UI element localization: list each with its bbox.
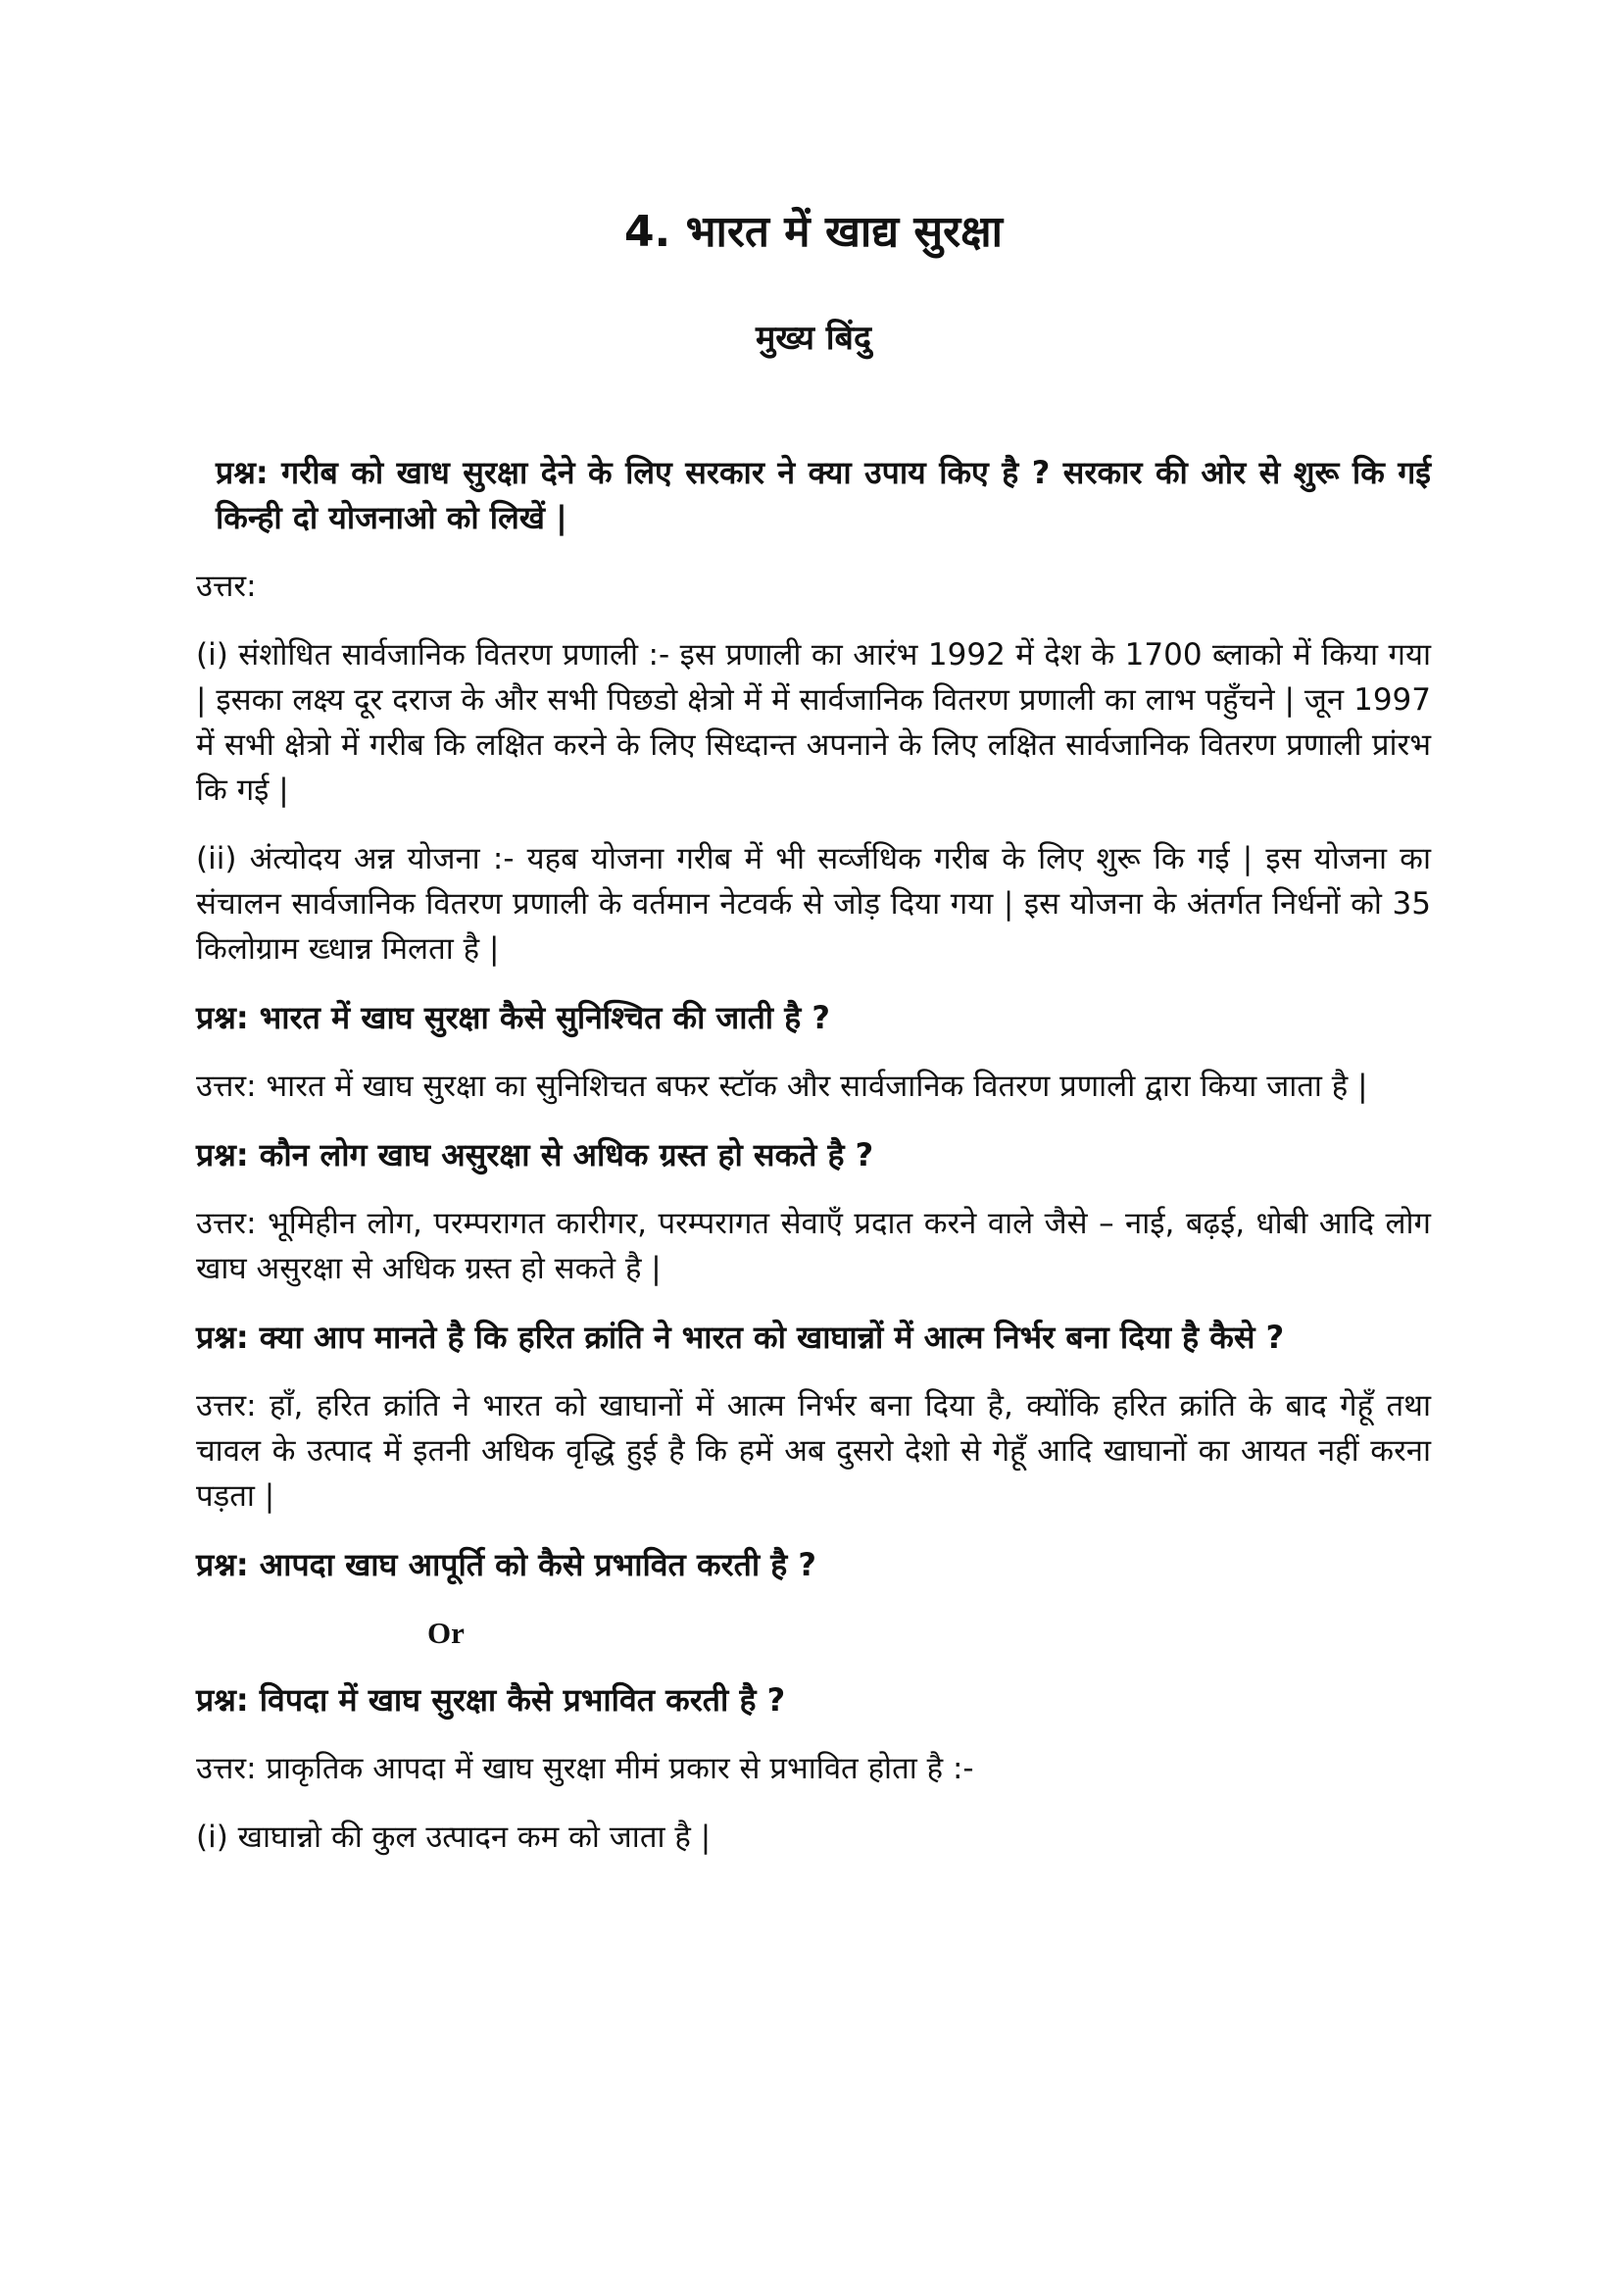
question-6: प्रश्न: विपदा में खाघ सुरक्षा कैसे प्रभावित करती है ?: [196, 1681, 786, 1720]
page-subtitle: मुख्य बिंदु: [755, 319, 872, 359]
or-separator: Or: [427, 1616, 465, 1651]
question-1: प्रश्न: गरीब को खाध सुरक्षा देने के लिए सरकार ने क्या उपाय किए है ? सरकार की ओर से शुरू कि गई किन्ही दो योजनाओ को लिखें |: [216, 454, 1431, 537]
answer-3: उत्तर: भूमिहीन लोग, परम्परागत कारीगर, परम्परागत सेवाएँ प्रदात करने वाले जैसे – नाई, बढ़ई, धोबी आदि लोग खाघ असुरक्षा से अधिक ग्रस्त हो सकते है |: [196, 1206, 1431, 1287]
question-5: प्रश्न: आपदा खाघ आपूर्ति को कैसे प्रभावित करती है ?: [196, 1546, 816, 1584]
answer-2: उत्तर: भारत में खाघ सुरक्षा का सुनिशिचत बफर स्टॉक और सार्वजानिक वितरण प्रणाली द्वारा किया जाता है |: [196, 1069, 1368, 1105]
answer-6-point-1: (i) खाघान्नो की कुल उत्पादन कम को जाता है |: [196, 1820, 712, 1856]
answer-6: उत्तर: प्राकृतिक आपदा में खाघ सुरक्षा मीमं प्रकार से प्रभावित होता है :-: [196, 1751, 974, 1787]
answer-1-point-2: (ii) अंत्योदय अन्न योजना :- यहब योजना गरीब में भी सर्व्जधिक गरीब के लिए शुरू कि गई | इस योजना का संचालन सार्वजानिक वितरण प्रणाली के वर्तमान नेटवर्क से जोड़ दिया गया | इस योजना के अंतर्गत निर्धनों को 35 किलोग्राम ख्धान्न मिलता है |: [196, 841, 1431, 968]
page-title: 4. भारत में खाद्य सुरक्षा: [623, 207, 1004, 257]
question-2: प्रश्न: भारत में खाघ सुरक्षा कैसे सुनिश्चित की जाती है ?: [196, 999, 830, 1037]
answer-1-point-1: (i) संशोधित सार्वजानिक वितरण प्रणाली :- इस प्रणाली का आरंभ 1992 में देश के 1700 ब्लाको में किया गया | इसका लक्ष्य दूर दराज के और सभी पिछडो क्षेत्रो में में सार्वजानिक वितरण प्रणाली का लाभ पहुँचने | जून 1997 में सभी क्षेत्रो में गरीब कि लक्षित करने के लिए सिध्दान्त अपनाने के लिए लक्षित सार्वजानिक वितरण प्रणाली प्रांरभ कि गई |: [196, 637, 1431, 809]
question-4: प्रश्न: क्या आप मानते है कि हरित क्रांति ने भारत को खाघान्नों में आत्म निर्भर बना दिया है कैसे ?: [196, 1319, 1285, 1357]
question-3: प्रश्न: कौन लोग खाघ असुरक्षा से अधिक ग्रस्त हो सकते है ?: [196, 1136, 874, 1174]
answer-4: उत्तर: हाँ, हरित क्रांति ने भारत को खाघानों में आत्म निर्भर बना दिया है, क्योंकि हरित क्रांति के बाद गेहूँ तथा चावल के उत्पाद में इतनी अधिक वृद्धि हुई है कि हमें अब दुसरो देशो से गेहूँ आदि खाघानों का आयत नहीं करना पड़ता |: [196, 1388, 1431, 1515]
answer-1-label: उत्तर:: [196, 569, 257, 605]
